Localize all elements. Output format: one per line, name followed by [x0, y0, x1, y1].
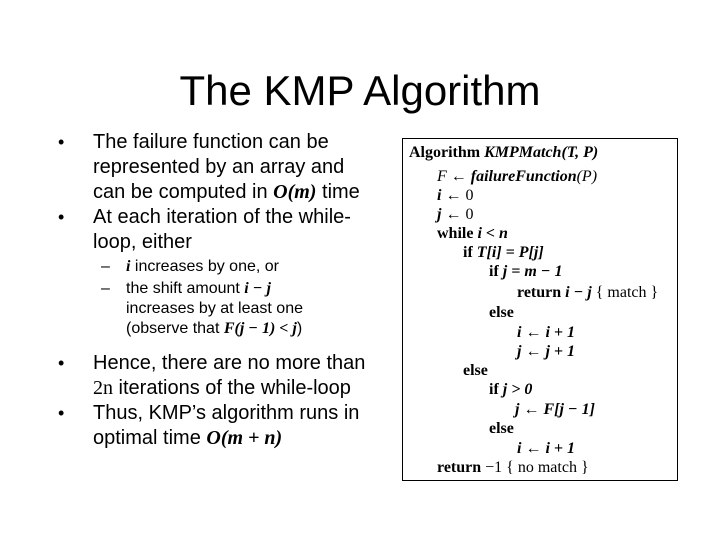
bullet-text: Thus, KMP’s algorithm runs in	[93, 402, 360, 424]
dash-icon: –	[101, 258, 110, 275]
code-text: ← j + 1	[525, 343, 576, 360]
code-var: j	[517, 343, 522, 360]
code-keyword: if	[489, 381, 499, 398]
code-keyword: if	[489, 263, 499, 280]
math-expression: O(m)	[273, 181, 317, 203]
code-text: ← F[j − 1]	[523, 401, 595, 418]
bullet-text: optimal time	[93, 427, 207, 449]
code-comment: { match }	[595, 284, 659, 301]
code-call: failureFunction	[470, 168, 577, 185]
code-line	[463, 243, 544, 262]
code-line	[489, 419, 514, 438]
bullet-dot-icon: •	[58, 207, 65, 227]
code-line	[437, 167, 597, 186]
code-line	[409, 143, 598, 162]
code-line	[517, 283, 658, 302]
math-expression: i	[126, 258, 131, 275]
code-expression: i − j	[565, 284, 592, 301]
math-expression: 2n	[93, 377, 113, 399]
math-expression: O(m + n)	[206, 427, 283, 449]
code-text: ← 0	[445, 206, 474, 223]
dash-icon: –	[101, 280, 110, 297]
code-keyword: else	[489, 304, 514, 321]
bullet-text: The failure function can be	[93, 131, 329, 153]
bullet-text: Hence, there are no more than	[93, 352, 366, 374]
code-line	[515, 400, 595, 419]
code-text: ← i + 1	[525, 440, 576, 457]
code-var: i	[517, 440, 522, 457]
code-text: (P)	[576, 168, 598, 185]
bullet-text: increases by at least one	[126, 300, 303, 317]
bullet-text: At each iteration of the while-	[93, 206, 351, 228]
code-var: j	[515, 401, 520, 418]
code-line	[517, 439, 575, 458]
code-expression: −1	[485, 459, 503, 476]
bullet-dot-icon: •	[58, 132, 65, 152]
code-text: ← 0	[445, 187, 474, 204]
code-keyword: Algorithm	[409, 144, 481, 161]
code-line	[437, 205, 473, 224]
code-line	[517, 342, 575, 361]
bullet-list	[58, 130, 393, 451]
pseudocode-box	[402, 138, 678, 481]
bullet-text: (observe that	[126, 320, 224, 337]
code-text: ← i + 1	[525, 324, 576, 341]
code-keyword: else	[489, 420, 514, 437]
code-keyword: while	[437, 225, 474, 242]
bullet-thus	[58, 401, 393, 451]
bullet-dot-icon: •	[58, 353, 65, 373]
code-line	[489, 380, 532, 399]
sub-bullet-i-increases	[58, 257, 393, 277]
bullet-text: iterations of the while-loop	[113, 377, 351, 399]
code-var: j	[437, 206, 442, 223]
math-expression: F(j − 1) < j	[223, 320, 297, 337]
code-keyword: return	[437, 459, 482, 476]
bullet-text: can be computed in	[93, 181, 274, 203]
code-keyword: return	[517, 284, 562, 301]
bullet-iteration	[58, 205, 393, 255]
code-condition: j = m − 1	[502, 263, 563, 280]
bullet-hence	[58, 351, 393, 401]
code-condition: i < n	[477, 225, 508, 242]
bullet-failure-function	[58, 130, 393, 205]
math-expression: i − j	[244, 280, 271, 297]
code-comment: { no match }	[506, 459, 589, 476]
code-var: i	[437, 187, 442, 204]
slide-title: The KMP Algorithm	[179, 67, 541, 114]
code-line	[437, 186, 473, 205]
code-line	[437, 224, 508, 243]
bullet-text: time	[316, 181, 360, 203]
code-keyword: else	[463, 362, 488, 379]
code-line	[463, 361, 488, 380]
code-condition: T[i] = P[j]	[476, 244, 544, 261]
bullet-text: the shift amount	[126, 280, 245, 297]
sub-bullet-shift-amount	[58, 279, 393, 339]
code-condition: j > 0	[502, 381, 533, 398]
code-line	[489, 303, 514, 322]
bullet-text: loop, either	[93, 231, 192, 253]
bullet-text: increases by one, or	[130, 258, 279, 275]
code-signature: KMPMatch(T, P)	[484, 144, 599, 161]
bullet-dot-icon: •	[58, 403, 65, 423]
code-line	[437, 458, 589, 477]
bullet-text: represented by an array and	[93, 156, 345, 178]
code-line	[517, 323, 575, 342]
bullet-text: )	[296, 320, 303, 337]
code-keyword: if	[463, 244, 473, 261]
code-line	[489, 262, 562, 281]
code-var: i	[517, 324, 522, 341]
code-text: F ←	[437, 168, 467, 185]
